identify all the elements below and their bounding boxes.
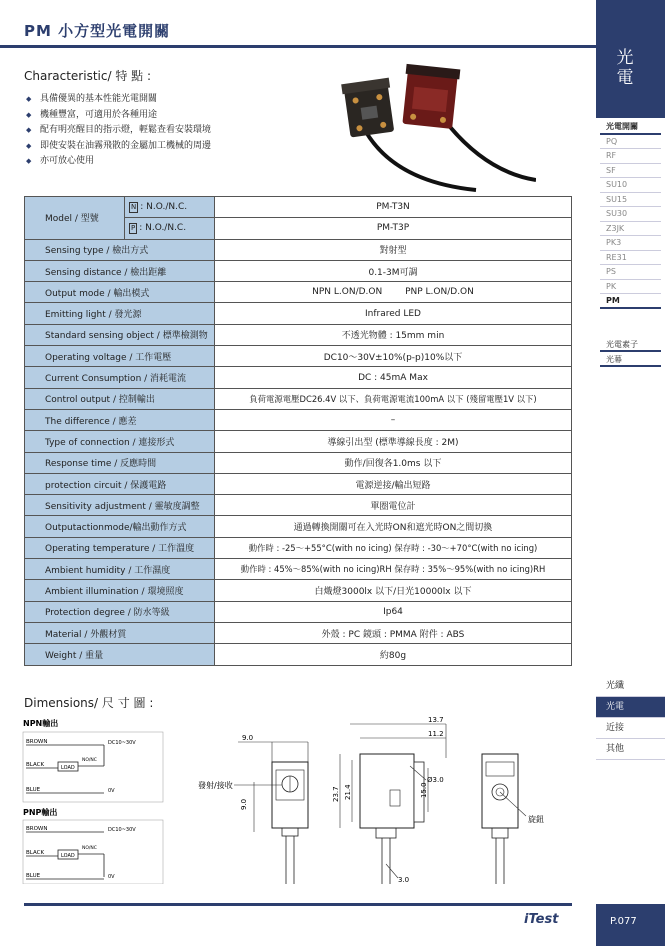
model-n-box: N	[131, 202, 137, 211]
spec-label: protection circuit / 保護電路	[25, 473, 215, 494]
table-row	[25, 346, 572, 367]
wire-brown: BROWN	[26, 739, 48, 745]
wire-brown: BROWN	[26, 826, 48, 832]
table-row	[25, 580, 572, 601]
page-title: PM 小方型光電開關	[24, 22, 171, 40]
spec-label: Operating voltage / 工作電壓	[25, 346, 215, 367]
dim-23-7: 23.7	[332, 786, 340, 802]
zero-v-label: 0V	[108, 874, 115, 880]
model-label: Model / 型號	[25, 197, 125, 240]
sidebar-item-pk3[interactable]: PK3	[600, 236, 661, 251]
spec-label: Material / 外觀材質	[25, 622, 215, 643]
side-view	[332, 716, 446, 884]
spec-label: Type of connection / 連接形式	[25, 431, 215, 452]
dim-9-side: 9.0	[240, 798, 248, 810]
model-n-mode-text: : N.O./N.C.	[140, 201, 188, 212]
sidebar-item-pm[interactable]: PM	[600, 294, 661, 309]
spec-label: Outputactionmode/輸出動作方式	[25, 516, 215, 537]
spec-label: Operating temperature / 工作溫度	[25, 537, 215, 558]
sidebar-category-block	[596, 0, 665, 118]
spec-value: 負荷電源電壓DC26.4V 以下、負荷電源電流100mA 以下 (殘留電壓1V 以下)	[215, 388, 572, 409]
spec-value: 單圈電位計	[215, 495, 572, 516]
spec-label: Response time / 反應時間	[25, 452, 215, 473]
table-row	[25, 388, 572, 409]
spec-value: 導線引出型 (標準導線長度 : 2M)	[215, 431, 572, 452]
table-row	[25, 431, 572, 452]
dc-label: DC10~30V	[108, 827, 136, 833]
spec-value: 外殼 : PC 鏡頭 : PMMA 附件 : ABS	[215, 622, 572, 643]
spec-label: Ambient illumination / 環境照度	[25, 580, 215, 601]
spec-label: Sensitivity adjustment / 靈敏度調整	[25, 495, 215, 516]
nonc-label: NO/NC	[82, 846, 97, 851]
sidebar-item-su15[interactable]: SU15	[600, 193, 661, 208]
footer-divider	[24, 903, 572, 906]
dim-15-0: 15.0	[420, 782, 428, 798]
spec-table	[24, 196, 572, 666]
sidebar-group-header[interactable]: 光電開關	[600, 120, 661, 135]
sidebar-item-ps[interactable]: PS	[600, 265, 661, 280]
sidebar-item-photo-element[interactable]: 光電素子	[600, 337, 661, 352]
model-p-box: P	[131, 223, 136, 232]
load-label: LOAD	[61, 765, 75, 771]
dim-3-0: 3.0	[398, 876, 410, 884]
feature-item: ◆ 即使安裝在油霧飛散的金屬加工機械的周邊	[26, 139, 326, 155]
emit-label: 發射/接收	[198, 781, 233, 790]
dim-13-7: 13.7	[428, 716, 444, 724]
model-p-mode	[125, 218, 215, 239]
table-row	[25, 495, 572, 516]
spec-label: Standard sensing object / 標準檢測物	[25, 324, 215, 345]
zero-v-label: 0V	[108, 788, 115, 794]
sidebar-item-rf[interactable]: RF	[600, 149, 661, 164]
feature-item: ◆ 亦可放心使用	[26, 154, 326, 170]
spec-label: Protection degree / 防水等級	[25, 601, 215, 622]
feature-item: ◆ 具備優異的基本性能光電開關	[26, 92, 326, 108]
model-n-mode	[125, 197, 215, 218]
table-row	[25, 303, 572, 324]
wiring-diagram	[20, 714, 170, 884]
spec-value: DC10～30V±10%(p-p)10%以下	[215, 346, 572, 367]
model-p-mode-text: : N.O./N.C.	[139, 222, 187, 233]
spec-label: The difference / 應差	[25, 409, 215, 430]
brand-logo: iTest	[524, 912, 559, 927]
sidebar-item-su30[interactable]: SU30	[600, 207, 661, 222]
spec-value: 電源逆接/輸出短路	[215, 473, 572, 494]
wire-blue: BLUE	[26, 873, 41, 879]
spec-value: 通過轉換開關可在入光時ON和遮光時ON之間切換	[215, 516, 572, 537]
table-row	[25, 622, 572, 643]
sidebar-item-pk[interactable]: PK	[600, 280, 661, 295]
table-row	[25, 559, 572, 580]
sidebar-item-z3jk[interactable]: Z3JK	[600, 222, 661, 237]
front-view	[198, 734, 308, 884]
table-row	[25, 239, 572, 260]
spec-label: Control output / 控制輸出	[25, 388, 215, 409]
spec-label: Weight / 重量	[25, 644, 215, 665]
model-p-value: PM-T3P	[215, 218, 572, 239]
dimensions-title: Dimensions/ 尺 寸 圖 :	[24, 696, 154, 710]
spec-label: Emitting light / 發光源	[25, 303, 215, 324]
spec-value: 對射型	[215, 239, 572, 260]
table-row	[25, 324, 572, 345]
dim-phi-3: Ø3.0	[427, 776, 444, 784]
sidebar-item-re31[interactable]: RE31	[600, 251, 661, 266]
npn-title: NPN輸出	[23, 719, 59, 728]
spec-value: 動作時 : -25～+55°C(with no icing) 保存時 : -30～+70°C(with no icing)	[215, 537, 572, 558]
characteristic-title: Characteristic/ 特 點 :	[24, 69, 151, 83]
sidebar-item-sf[interactable]: SF	[600, 164, 661, 179]
dim-21-4: 21.4	[344, 784, 352, 800]
table-row	[25, 197, 572, 218]
title-bar	[0, 18, 596, 48]
pnp-title: PNP輸出	[23, 808, 58, 817]
spec-value: 不透光物體 : 15mm min	[215, 324, 572, 345]
table-row	[25, 367, 572, 388]
spec-value: 白熾燈3000lx 以下/日光10000lx 以下	[215, 580, 572, 601]
wire-black: BLACK	[26, 850, 45, 856]
sidebar-item-photoelectric[interactable]: 光電	[596, 697, 665, 718]
sidebar	[596, 0, 665, 946]
sidebar-secondary-nav	[600, 337, 661, 367]
spec-label: Sensing type / 檢出方式	[25, 239, 215, 260]
table-row	[25, 409, 572, 430]
dimension-drawing	[190, 712, 580, 890]
spec-label: Sensing distance / 檢出距離	[25, 260, 215, 281]
spec-value: 動作/回復各1.0ms 以下	[215, 452, 572, 473]
back-view	[482, 754, 544, 884]
spec-label: Output mode / 輸出模式	[25, 282, 215, 303]
table-row	[25, 282, 572, 303]
sidebar-item-pq[interactable]: PQ	[600, 135, 661, 150]
table-row	[25, 452, 572, 473]
load-label: LOAD	[61, 853, 75, 859]
table-row	[25, 537, 572, 558]
dim-11-2: 11.2	[428, 730, 444, 738]
table-row	[25, 473, 572, 494]
spec-label: Ambient humidity / 工作濕度	[25, 559, 215, 580]
spec-value: Infrared LED	[215, 303, 572, 324]
spec-value: Ip64	[215, 601, 572, 622]
dim-9-top: 9.0	[242, 734, 254, 742]
product-photo	[336, 62, 536, 202]
feature-list	[26, 92, 326, 170]
spec-value: NPN L.ON/D.ON PNP L.ON/D.ON	[215, 282, 572, 303]
sidebar-item-light-curtain[interactable]: 光幕	[600, 352, 661, 367]
wire-blue: BLUE	[26, 787, 41, 793]
spec-label: Current Consumption / 消耗電流	[25, 367, 215, 388]
spec-value: 動作時 : 45%～85%(with no icing)RH 保存時 : 35%～95%(with no icing)RH	[215, 559, 572, 580]
knob-label: 旋鈕	[528, 815, 544, 824]
table-row	[25, 516, 572, 537]
wire-black: BLACK	[26, 762, 45, 768]
table-row	[25, 260, 572, 281]
spec-value: –	[215, 409, 572, 430]
feature-item: ◆ 機種豐富，可適用於各種用途	[26, 108, 326, 124]
sidebar-product-nav	[600, 120, 661, 309]
model-n-value: PM-T3N	[215, 197, 572, 218]
spec-value: DC : 45mA Max	[215, 367, 572, 388]
feature-item: ◆ 配有明亮醒目的指示燈，輕鬆查看安裝環境	[26, 123, 326, 139]
sidebar-item-su10[interactable]: SU10	[600, 178, 661, 193]
sidebar-item-proximity[interactable]: 近接	[596, 718, 665, 739]
page-number: P.077	[596, 904, 665, 946]
spec-value: 約80g	[215, 644, 572, 665]
sidebar-category-nav	[596, 676, 665, 760]
sidebar-category: 光電	[616, 48, 634, 88]
sidebar-item-other[interactable]: 其他	[596, 739, 665, 760]
nonc-label: NO/NC	[82, 758, 97, 763]
spec-value: 0.1-3M可調	[215, 260, 572, 281]
table-row	[25, 644, 572, 665]
sidebar-item-fiber[interactable]: 光纖	[596, 676, 665, 697]
table-row	[25, 601, 572, 622]
dc-label: DC10~30V	[108, 740, 136, 746]
